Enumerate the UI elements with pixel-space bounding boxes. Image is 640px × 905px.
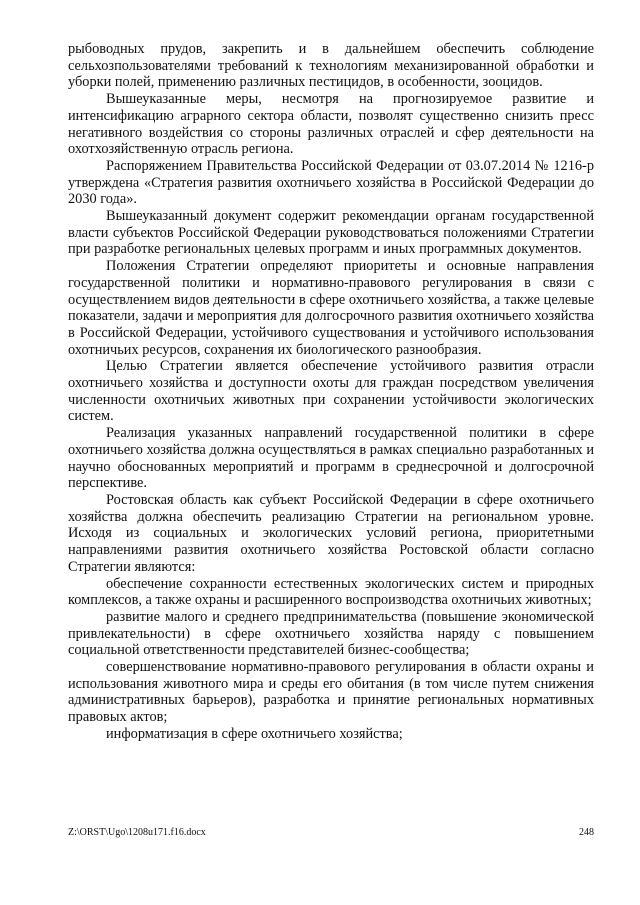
paragraph-strategy-provisions: Положения Стратегии определяют приоритеты и основные направления государственной политики и нормативно-правового регулирования в связи с осуществлением видов деятельности в сфере охотничьего хозяйства, а также целевые показатели, задачи и мероприятия для долгосрочного развития охотничьего хозяйства в Российской Федерации, устойчивого существования и устойчивого использования охотничьих ресурсов, сохранения их биологического разнообразия. [68,258,594,358]
page-footer [68,827,594,839]
paragraph-implementation: Реализация указанных направлений государственной политики в сфере охотничьего хозяйства должна осуществляться в рамках специально разработанных и научно обоснованных мероприятий и программ в среднесрочной и долгосрочной перспективе. [68,425,594,492]
paragraph-government-order: Распоряжением Правительства Российской Федерации от 03.07.2014 № 1216-р утверждена «Стратегия развития охотничьего хозяйства в Российской Федерации до 2030 года». [68,157,594,208]
paragraph-rostov-region: Ростовская область как субъект Российской Федерации в сфере охотничьего хозяйства должна обеспечить реализацию Стратегии на региональном уровне. Исходя из социальных и экологических условий региона, приоритетными направлениями развития охотничьего хозяйства Ростовской области согласно Стратегии являются: [68,491,594,575]
list-item-business: развитие малого и среднего предпринимательства (повышение экономической привлекательности) в сфере охотничьего хозяйства наряду с повышением социальной ответственности представителей бизнес-сообщества; [68,608,594,659]
footer-file-path: Z:\ORST\Ugo\1208u171.f16.docx [68,827,206,838]
page-number: 248 [579,827,594,838]
list-item-informatization: информатизация в сфере охотничьего хозяйства; [106,725,403,742]
document-body [68,41,594,743]
list-item-regulation: совершенствование нормативно-правового регулирования в области охраны и использования животного мира и среды его обитания (в том числе путем снижения административных барьеров), разработка и принятие региональных нормативных правовых актов; [68,659,594,726]
paragraph-strategy-goal: Целью Стратегии является обеспечение устойчивого развития отрасли охотничьего хозяйства и доступности охоты для граждан посредством увеличения численности охотничьих животных при сохранении устойчивости экологических систем. [68,358,594,425]
paragraph-continuation: рыбоводных прудов, закрепить и в дальнейшем обеспечить соблюдение сельхозпользователями требований к технологиям механизированной обработки и уборки полей, применению различных пестицидов, в особенности, зооцидов. [68,41,594,91]
list-item-ecosystems: обеспечение сохранности естественных экологических систем и природных комплексов, а также охраны и расширенного воспроизводства охотничьих животных; [68,575,594,609]
paragraph-recommendations: Вышеуказанный документ содержит рекомендации органам государственной власти субъектов Российской Федерации руководствоваться положениями Стратегии при разработке региональных целевых программ и иных программных документов. [68,208,594,258]
paragraph-measures: Вышеуказанные меры, несмотря на прогнозируемое развитие и интенсификацию аграрного сектора области, позволят существенно снизить пресс негативного воздействия со стороны различных отраслей и сфер деятельности на охотхозяйственную отрасль региона. [68,91,594,158]
